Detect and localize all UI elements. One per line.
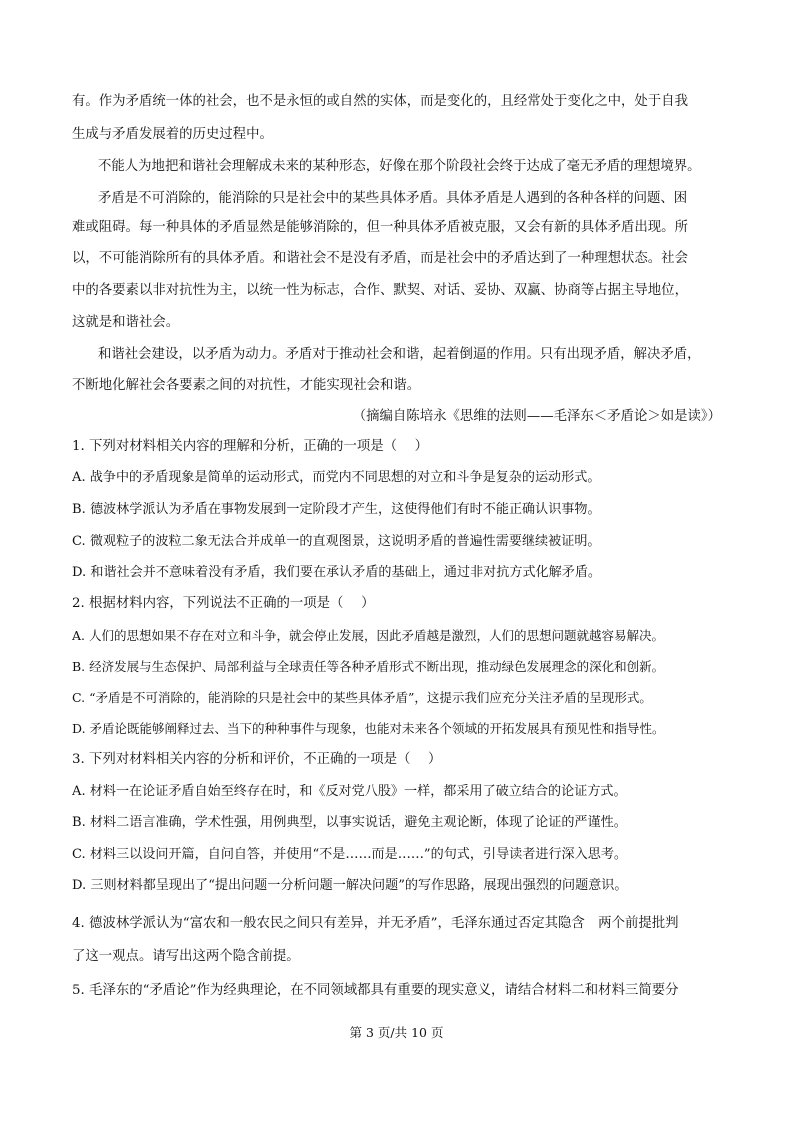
passage-p3-line-4: 中的各要素以非对抗性为主，以统一性为标志，合作、默契、对话、妥协、双赢、协商等占据主导地位，: [72, 283, 688, 298]
question-1-option-b: B. 德波林学派认为矛盾在事物发展到一定阶段才产生，这使得他们有时不能正确认识事物。: [72, 502, 601, 517]
question-2-option-a: A. 人们的思想如果不存在对立和斗争，就会停止发展，因此矛盾越是激烈，人们的思想问题就越容易解决。: [72, 628, 664, 643]
passage-p1-line-2: 生成与矛盾发展着的历史过程中。: [72, 127, 273, 142]
question-4-line-2: 了这一观点。请写出这两个隐含前提。: [72, 949, 300, 964]
question-1-stem: 1. 下列对材料相关内容的理解和分析，正确的一项是（ ）: [72, 439, 429, 454]
question-5-line-1: 5. 毛泽东的“矛盾论”作为经典理论，在不同领域都具有重要的现实意义，请结合材料二和材料三简要分: [72, 983, 679, 998]
passage-p4-line-1: 和谐社会建设，以矛盾为动力。矛盾对于推动社会和谐，起着倒逼的作用。只有出现矛盾，解决矛盾，: [98, 347, 701, 362]
question-3-stem: 3. 下列对材料相关内容的分析和评价，不正确的一项是（ ）: [72, 752, 442, 767]
passage-p3-line-3: 以，不可能消除所有的具体矛盾。和谐社会不是没有矛盾，而是社会中的矛盾达到了一种理想状态。社会: [72, 251, 688, 266]
question-1-option-c: C. 微观粒子的波粒二象无法合并成单一的直观图景，这说明矛盾的普遍性需要继续被证明。: [72, 534, 601, 549]
question-1-option-a: A. 战争中的矛盾现象是简单的运动形式，而党内不同思想的对立和斗争是复杂的运动形式。: [72, 470, 601, 485]
question-3-option-d: D. 三则材料都呈现出了“提出问题一分析问题一解决问题”的写作思路，展现出强烈的问题意识。: [72, 878, 628, 893]
passage-p3-line-5: 这就是和谐社会。: [72, 315, 180, 330]
question-2-stem: 2. 根据材料内容，下列说法不正确的一项是（ ）: [72, 596, 375, 611]
question-3-option-a: A. 材料一在论证矛盾自始至终存在时，和《反对党八股》一样，都采用了破立结合的论证方式。: [72, 784, 627, 799]
question-1-option-d: D. 和谐社会并不意味着没有矛盾，我们要在承认矛盾的基础上，通过非对抗方式化解矛盾。: [72, 565, 602, 580]
passage-p3-line-2: 难或阻碍。每一种具体的矛盾显然是能够消除的，但一种具体矛盾被克服，又会有新的具体矛盾出现。所: [72, 220, 688, 235]
question-2-option-c: C. “矛盾是不可消除的，能消除的只是社会中的某些具体矛盾”，这提示我们应充分关注矛盾的呈现形式。: [72, 690, 652, 705]
question-3-option-b: B. 材料二语言准确，学术性强，用例典型，以事实说话，避免主观论断，体现了论证的严谨性。: [72, 815, 627, 830]
passage-p2: 不能人为地把和谐社会理解成未来的某种形态，好像在那个阶段社会终于达成了毫无矛盾的理想境界。: [98, 159, 701, 174]
passage-p1-line-1: 有。作为矛盾统一体的社会，也不是永恒的或自然的实体，而是变化的，且经常处于变化之中，处于自我: [72, 94, 688, 109]
question-4-line-1: 4. 德波林学派认为“富农和一般农民之间只有差异，并无矛盾”，毛泽东通过否定其隐含 两个前提批判: [72, 916, 679, 931]
question-2-option-d: D. 矛盾论既能够阐释过去、当下的种种事件与现象，也能对未来各个领域的开拓发展具有预见性和指导性。: [72, 721, 665, 736]
question-3-option-c: C. 材料三以设问开篇，自问自答，并使用“不是……而是……”的句式，引导读者进行深入思考。: [72, 847, 628, 862]
passage-p4-line-2: 不断地化解社会各要素之间的对抗性，才能实现社会和谐。: [72, 378, 421, 393]
question-2-option-b: B. 经济发展与生态保护、局部利益与全球责任等各种矛盾形式不断出现，推动绿色发展理念的深化和创新。: [72, 659, 665, 674]
page-number: 第 3 页/共 10 页: [349, 1025, 444, 1040]
passage-p3-line-1: 矛盾是不可消除的，能消除的只是社会中的某些具体矛盾。具体矛盾是人遇到的各种各样的问题、困: [98, 191, 688, 206]
passage-source: （摘编自陈培永《思维的法则——毛泽东＜矛盾论＞如是读》）: [352, 409, 721, 424]
